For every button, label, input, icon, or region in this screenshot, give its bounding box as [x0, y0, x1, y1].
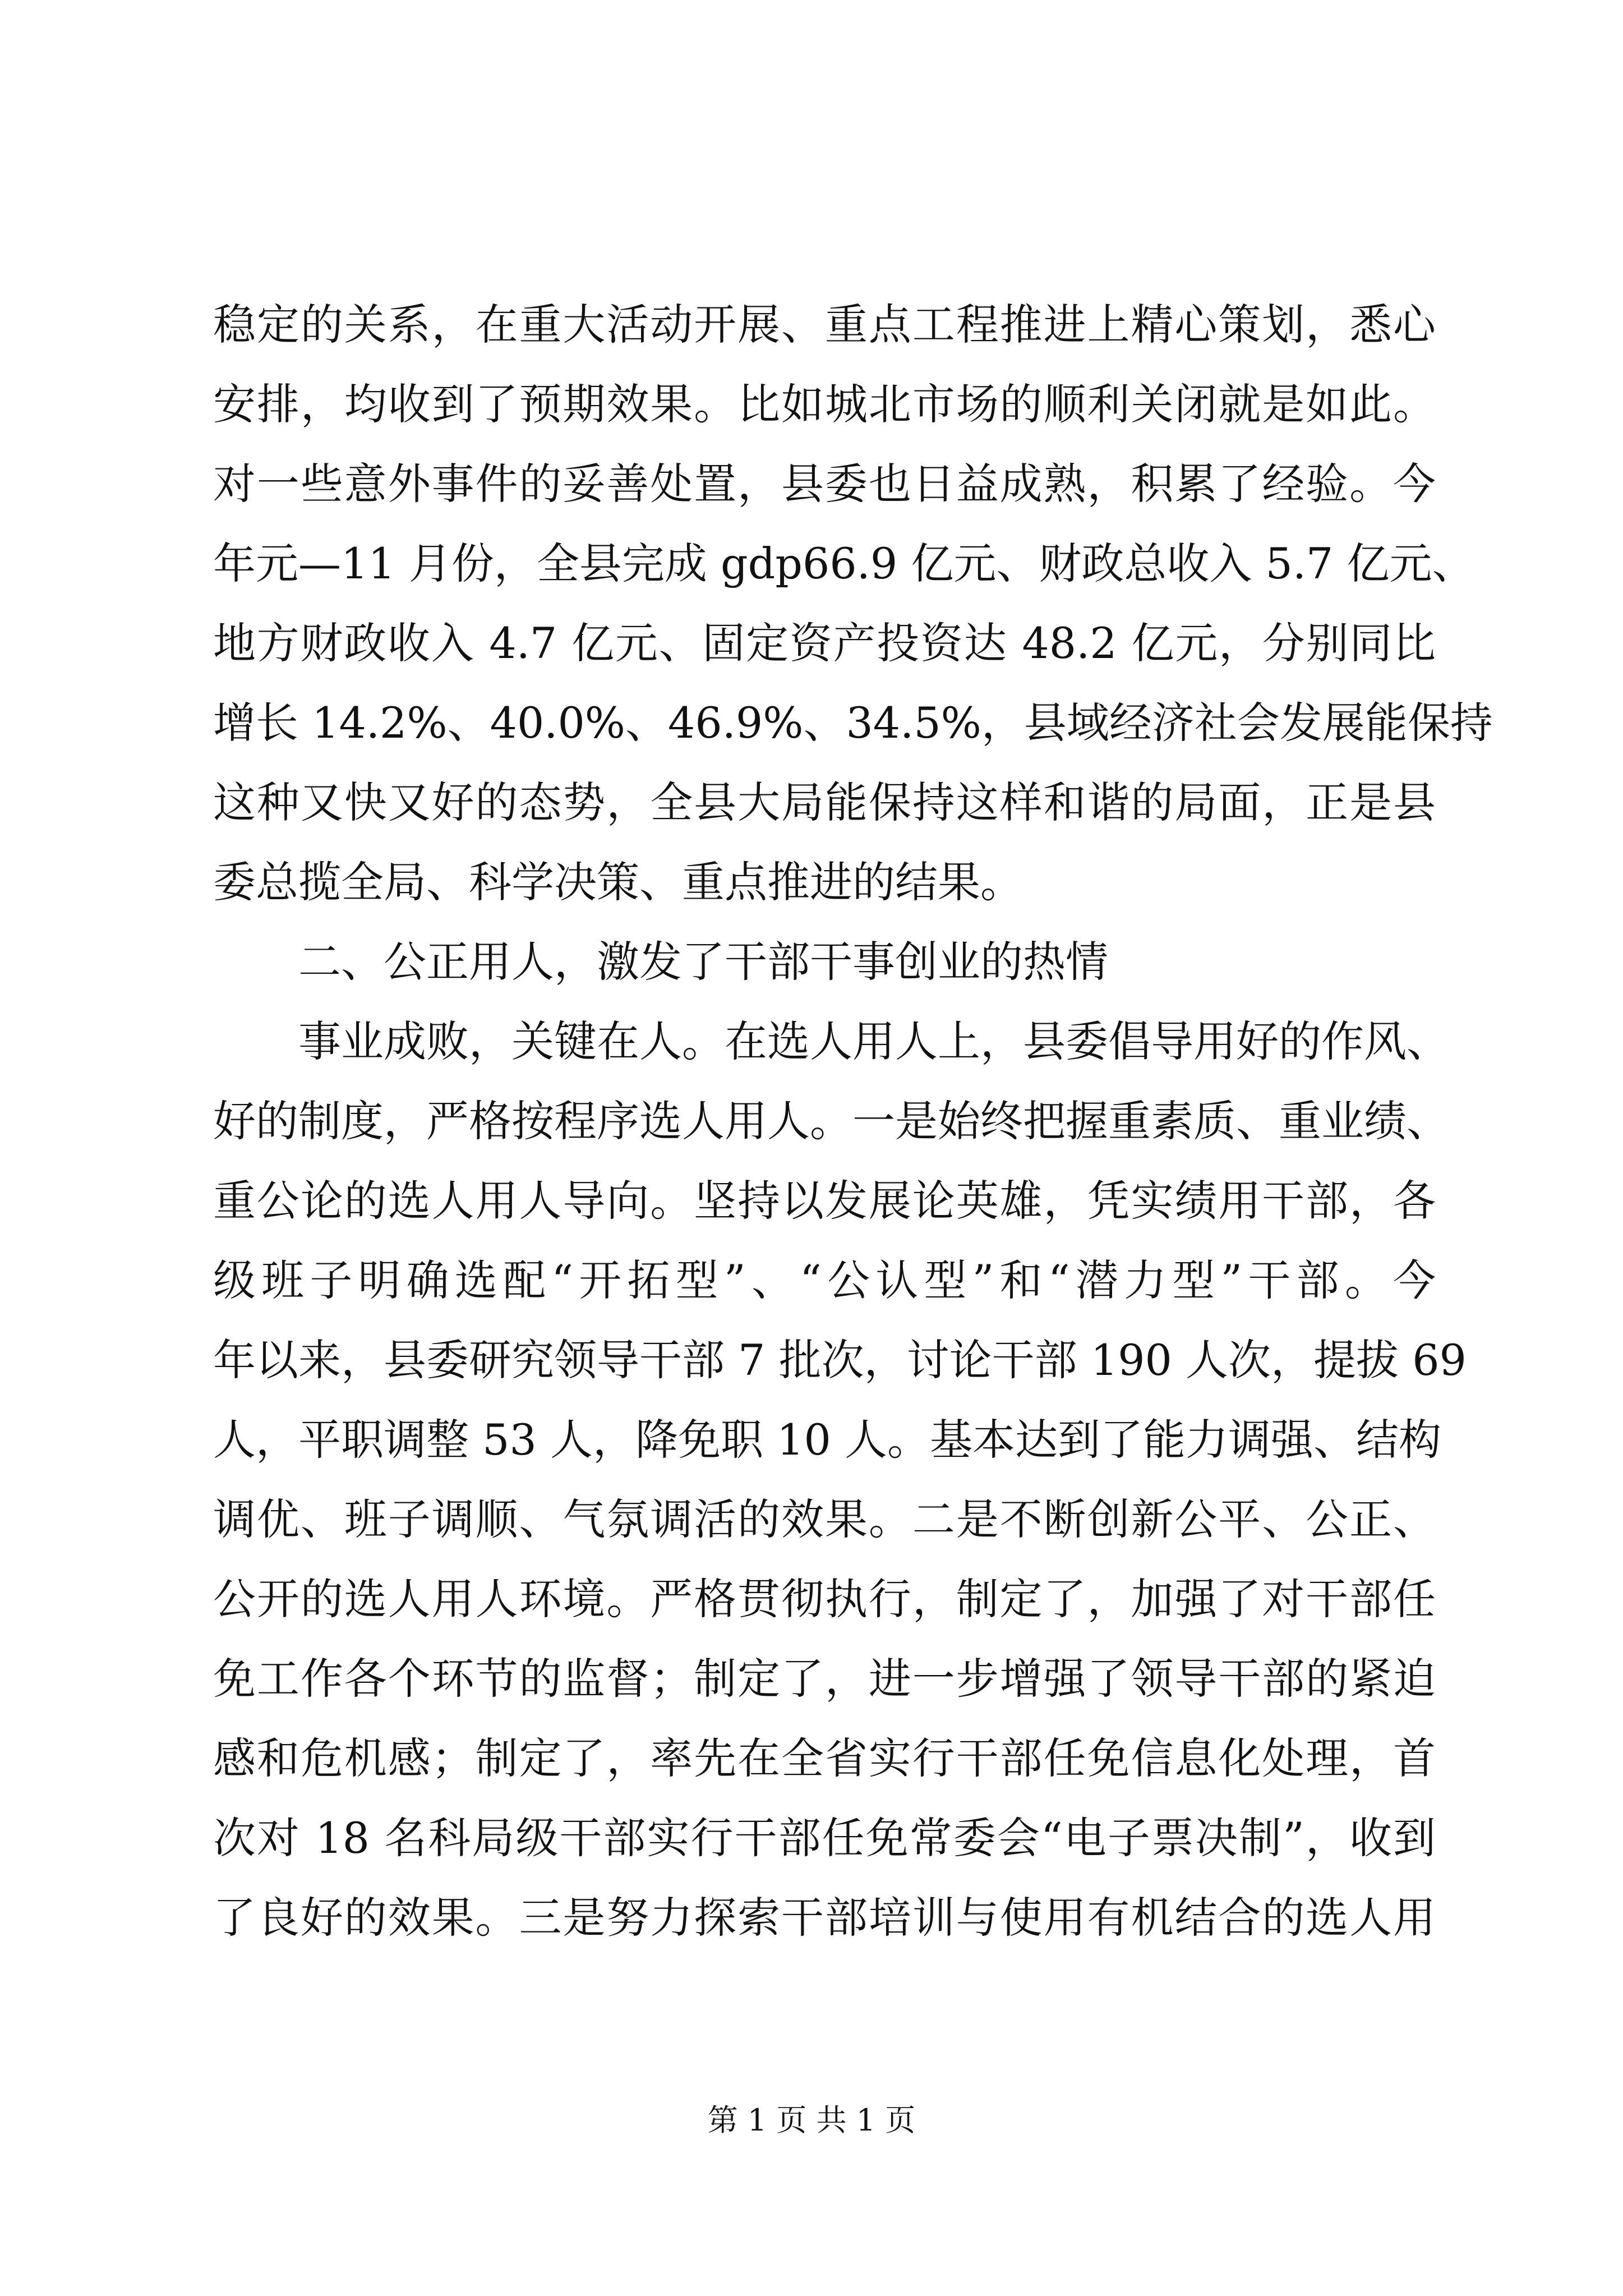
text-line: 好的制度，严格按程序选人用人。一是始终把握重素质、重业绩、 [213, 1096, 1449, 1146]
text-line: 免工作各个环节的监督；制定了，进一步增强了领导干部的紧迫 [213, 1654, 1436, 1704]
text-line: 调优、班子调顺、气氛调活的效果。二是不断创新公平、公正、 [213, 1494, 1436, 1544]
text-line: 次对 18 名科局级干部实行干部任免常委会“电子票决制”，收到 [213, 1813, 1436, 1863]
text-line: 委总揽全局、科学决策、重点推进的结果。 [213, 857, 1023, 907]
text-line: 对一些意外事件的妥善处置，县委也日益成熟，积累了经验。今 [213, 459, 1436, 509]
text-line: 人，平职调整 53 人，降免职 10 人。基本达到了能力调强、结构 [213, 1415, 1442, 1465]
text-line: 增长 14.2%、40.0%、46.9%、34.5%，县域经济社会发展能保持 [213, 698, 1493, 748]
text-line: 级班子明确选配“开拓型”、“公认型”和“潜力型”干部。今 [213, 1255, 1436, 1305]
text-line: 感和危机感；制定了，率先在全省实行干部任免信息化处理，首 [213, 1733, 1436, 1783]
body-text [213, 285, 1493, 1958]
text-line: 稳定的关系，在重大活动开展、重点工程推进上精心策划，悉心 [213, 300, 1436, 349]
page-footer [0, 2098, 1623, 2143]
text-line: 年元—11 月份，全县完成 gdp66.9 亿元、财政总收入 5.7 亿元、 [213, 539, 1475, 588]
text-line: 重公论的选人用人导向。坚持以发展论英雄，凭实绩用干部，各 [213, 1176, 1436, 1226]
text-line: 这种又快又好的态势，全县大局能保持这样和谐的局面，正是县 [213, 777, 1436, 827]
text-line: 公开的选人用人环境。严格贯彻执行，制定了，加强了对干部任 [213, 1574, 1436, 1624]
text-line: 地方财政收入 4.7 亿元、固定资产投资达 48.2 亿元，分别同比 [213, 618, 1436, 668]
text-line: 事业成败，关键在人。在选人用人上，县委倡导用好的作风、 [298, 1016, 1449, 1066]
text-line: 了良好的效果。三是努力探索干部培训与使用有机结合的选人用 [213, 1893, 1436, 1943]
page-number: 第 1 页 共 1 页 [707, 2102, 916, 2138]
section-heading: 二、公正用人，激发了干部干事创业的热情 [298, 937, 1108, 987]
text-line: 年以来，县委研究领导干部 7 批次，讨论干部 190 人次，提拔 69 [213, 1335, 1467, 1385]
text-line: 安排，均收到了预期效果。比如城北市场的顺利关闭就是如此。 [213, 379, 1436, 429]
